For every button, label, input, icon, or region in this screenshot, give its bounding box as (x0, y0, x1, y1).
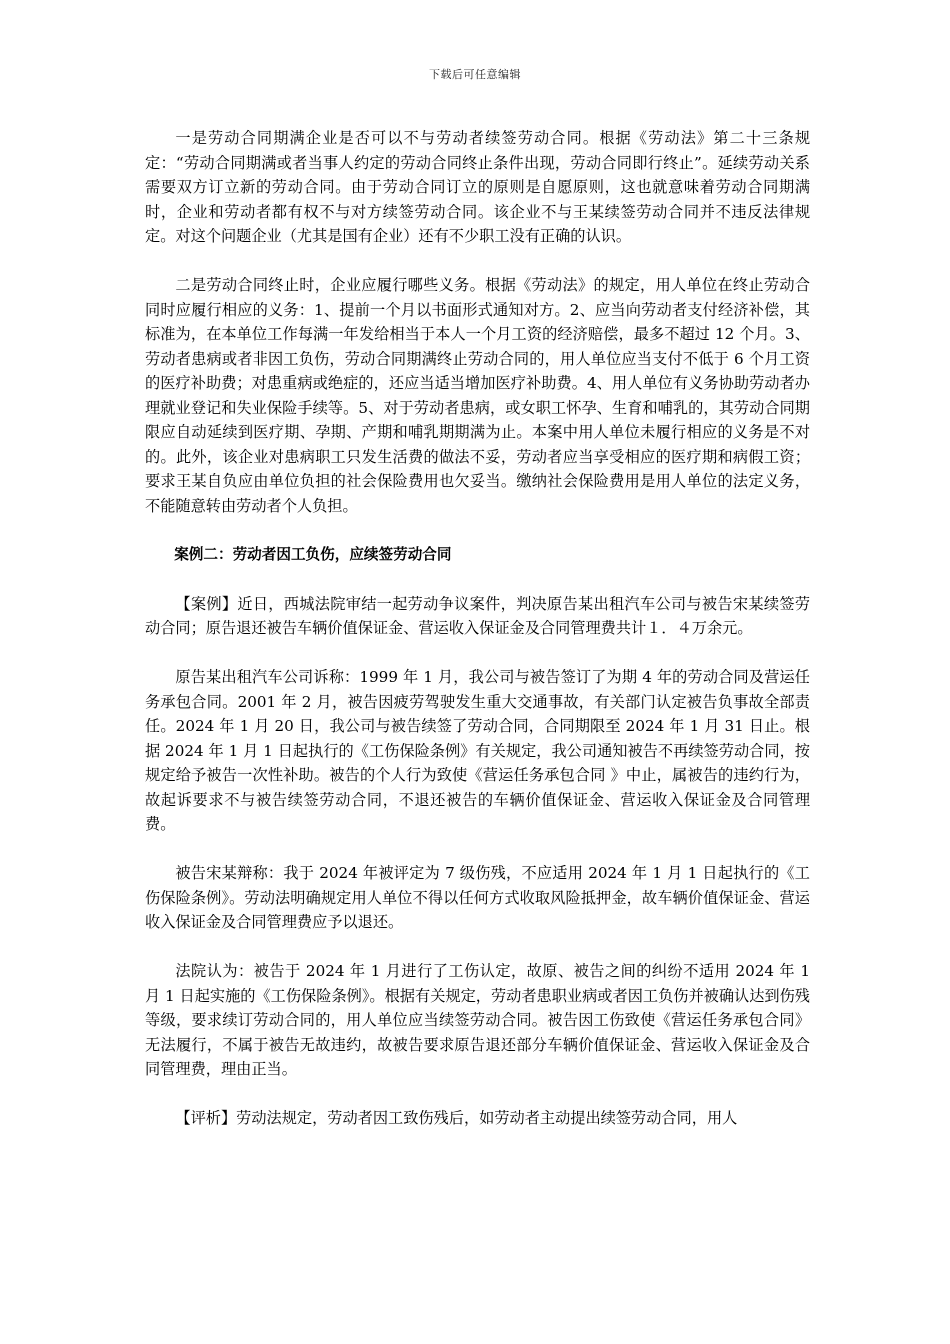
paragraph-termination-obligations: 二是劳动合同终止时，企业应履行哪些义务。根据《劳动法》的规定，用人单位在终止劳动合同时应履行相应的义务：1、提前一个月以书面形式通知对方。2、应当向劳动者支付经济补偿，其标准为，在本单位工作每满一年发给相当于本人一个月工资的经济赔偿，最多不超过 12 个月。3、劳动者患病或者非因工负伤，劳动合同期满终止劳动合同的，用人单位应当支付不低于 6 个月工资的医疗补助费；对患重病或绝症的，还应当适当增加医疗补助费。4、用人单位有义务协助劳动者办理就业登记和失业保险手续等。5、对于劳动者患病，或女职工怀孕、生育和哺乳的，其劳动合同期限应自动延续到医疗期、孕期、产期和哺乳期期满为止。本案中用人单位未履行相应的义务是不对的。此外，该企业对患病职工只发生活费的做法不妥，劳动者应当享受相应的医疗期和病假工资；要求王某自负应由单位负担的社会保险费用也欠妥当。缴纳社会保险费用是用人单位的法定义务，不能随意转由劳动者个人负担。 (145, 276, 810, 515)
paragraph-plaintiff-claim: 原告某出租汽车公司诉称：1999 年 1 月，我公司与被告签订了为期 4 年的劳动合同及营运任务承包合同。2001 年 2 月，被告因疲劳驾驶发生重大交通事故，有关部门认定被告负事故全部责任。2024 年 1 月 20 日，我公司与被告续签了劳动合同，合同期限至 2024 年 1 月 31 日止。根据 2024 年 1 月 1 日起执行的《工伤保险条例》有关规定，我公司通知被告不再续签劳动合同，按规定给予被告一次性补助。被告的个人行为致使《营运任务承包合同 》中止，属被告的违约行为，故起诉要求不与被告续签劳动合同，不退还被告的车辆价值保证金、营运收入保证金及合同管理费。 (145, 668, 810, 833)
paragraph-contract-expiry: 一是劳动合同期满企业是否可以不与劳动者续签劳动合同。根据《劳动法》第二十三条规定：“劳动合同期满或者当事人约定的劳动合同终止条件出现，劳动合同即行终止”。延续劳动关系需要双方订立新的劳动合同。由于劳动合同订立的原则是自愿原则，这也就意味着劳动合同期满时，企业和劳动者都有权不与对方续签劳动合同。该企业不与王某续签劳动合同并不违反法律规定。对这个问题企业（尤其是国有企业）还有不少职工没有正确的认识。 (145, 129, 810, 245)
document-body (145, 126, 810, 1155)
paragraph-commentary: 【评析】劳动法规定，劳动者因工致伤残后，如劳动者主动提出续签劳动合同，用人 (175, 1109, 738, 1127)
case-two-heading: 案例二：劳动者因工负伤，应续签劳动合同 (174, 545, 452, 563)
paragraph-case-summary: 【案例】近日，西城法院审结一起劳动争议案件，判决原告某出租汽车公司与被告宋某续签劳动合同；原告退还被告车辆价值保证金、营运收入保证金及合同管理费共计１．４万余元。 (145, 594, 810, 637)
paragraph-court-opinion: 法院认为：被告于 2024 年 1 月进行了工伤认定，故原、被告之间的纠纷不适用 2024 年 1 月 1 日起实施的《工伤保险条例》。根据有关规定，劳动者患职业病或者因工负伤并被确认达到伤残等级，要求续订劳动合同的，用人单位应当续签劳动合同。被告因工伤致使《营运任务承包合同》无法履行，不属于被告无故违约，故被告要求原告退还部分车辆价值保证金、营运收入保证金及合同管理费，理由正当。 (145, 962, 810, 1078)
page-header: 下载后可任意编辑 (429, 68, 521, 81)
paragraph-defendant-reply: 被告宋某辩称：我于 2024 年被评定为 7 级伤残，不应适用 2024 年 1 月 1 日起执行的《工伤保险条例》。劳动法明确规定用人单位不得以任何方式收取风险抵押金，故车辆价值保证金、营运收入保证金及合同管理费应予以退还。 (145, 864, 810, 931)
